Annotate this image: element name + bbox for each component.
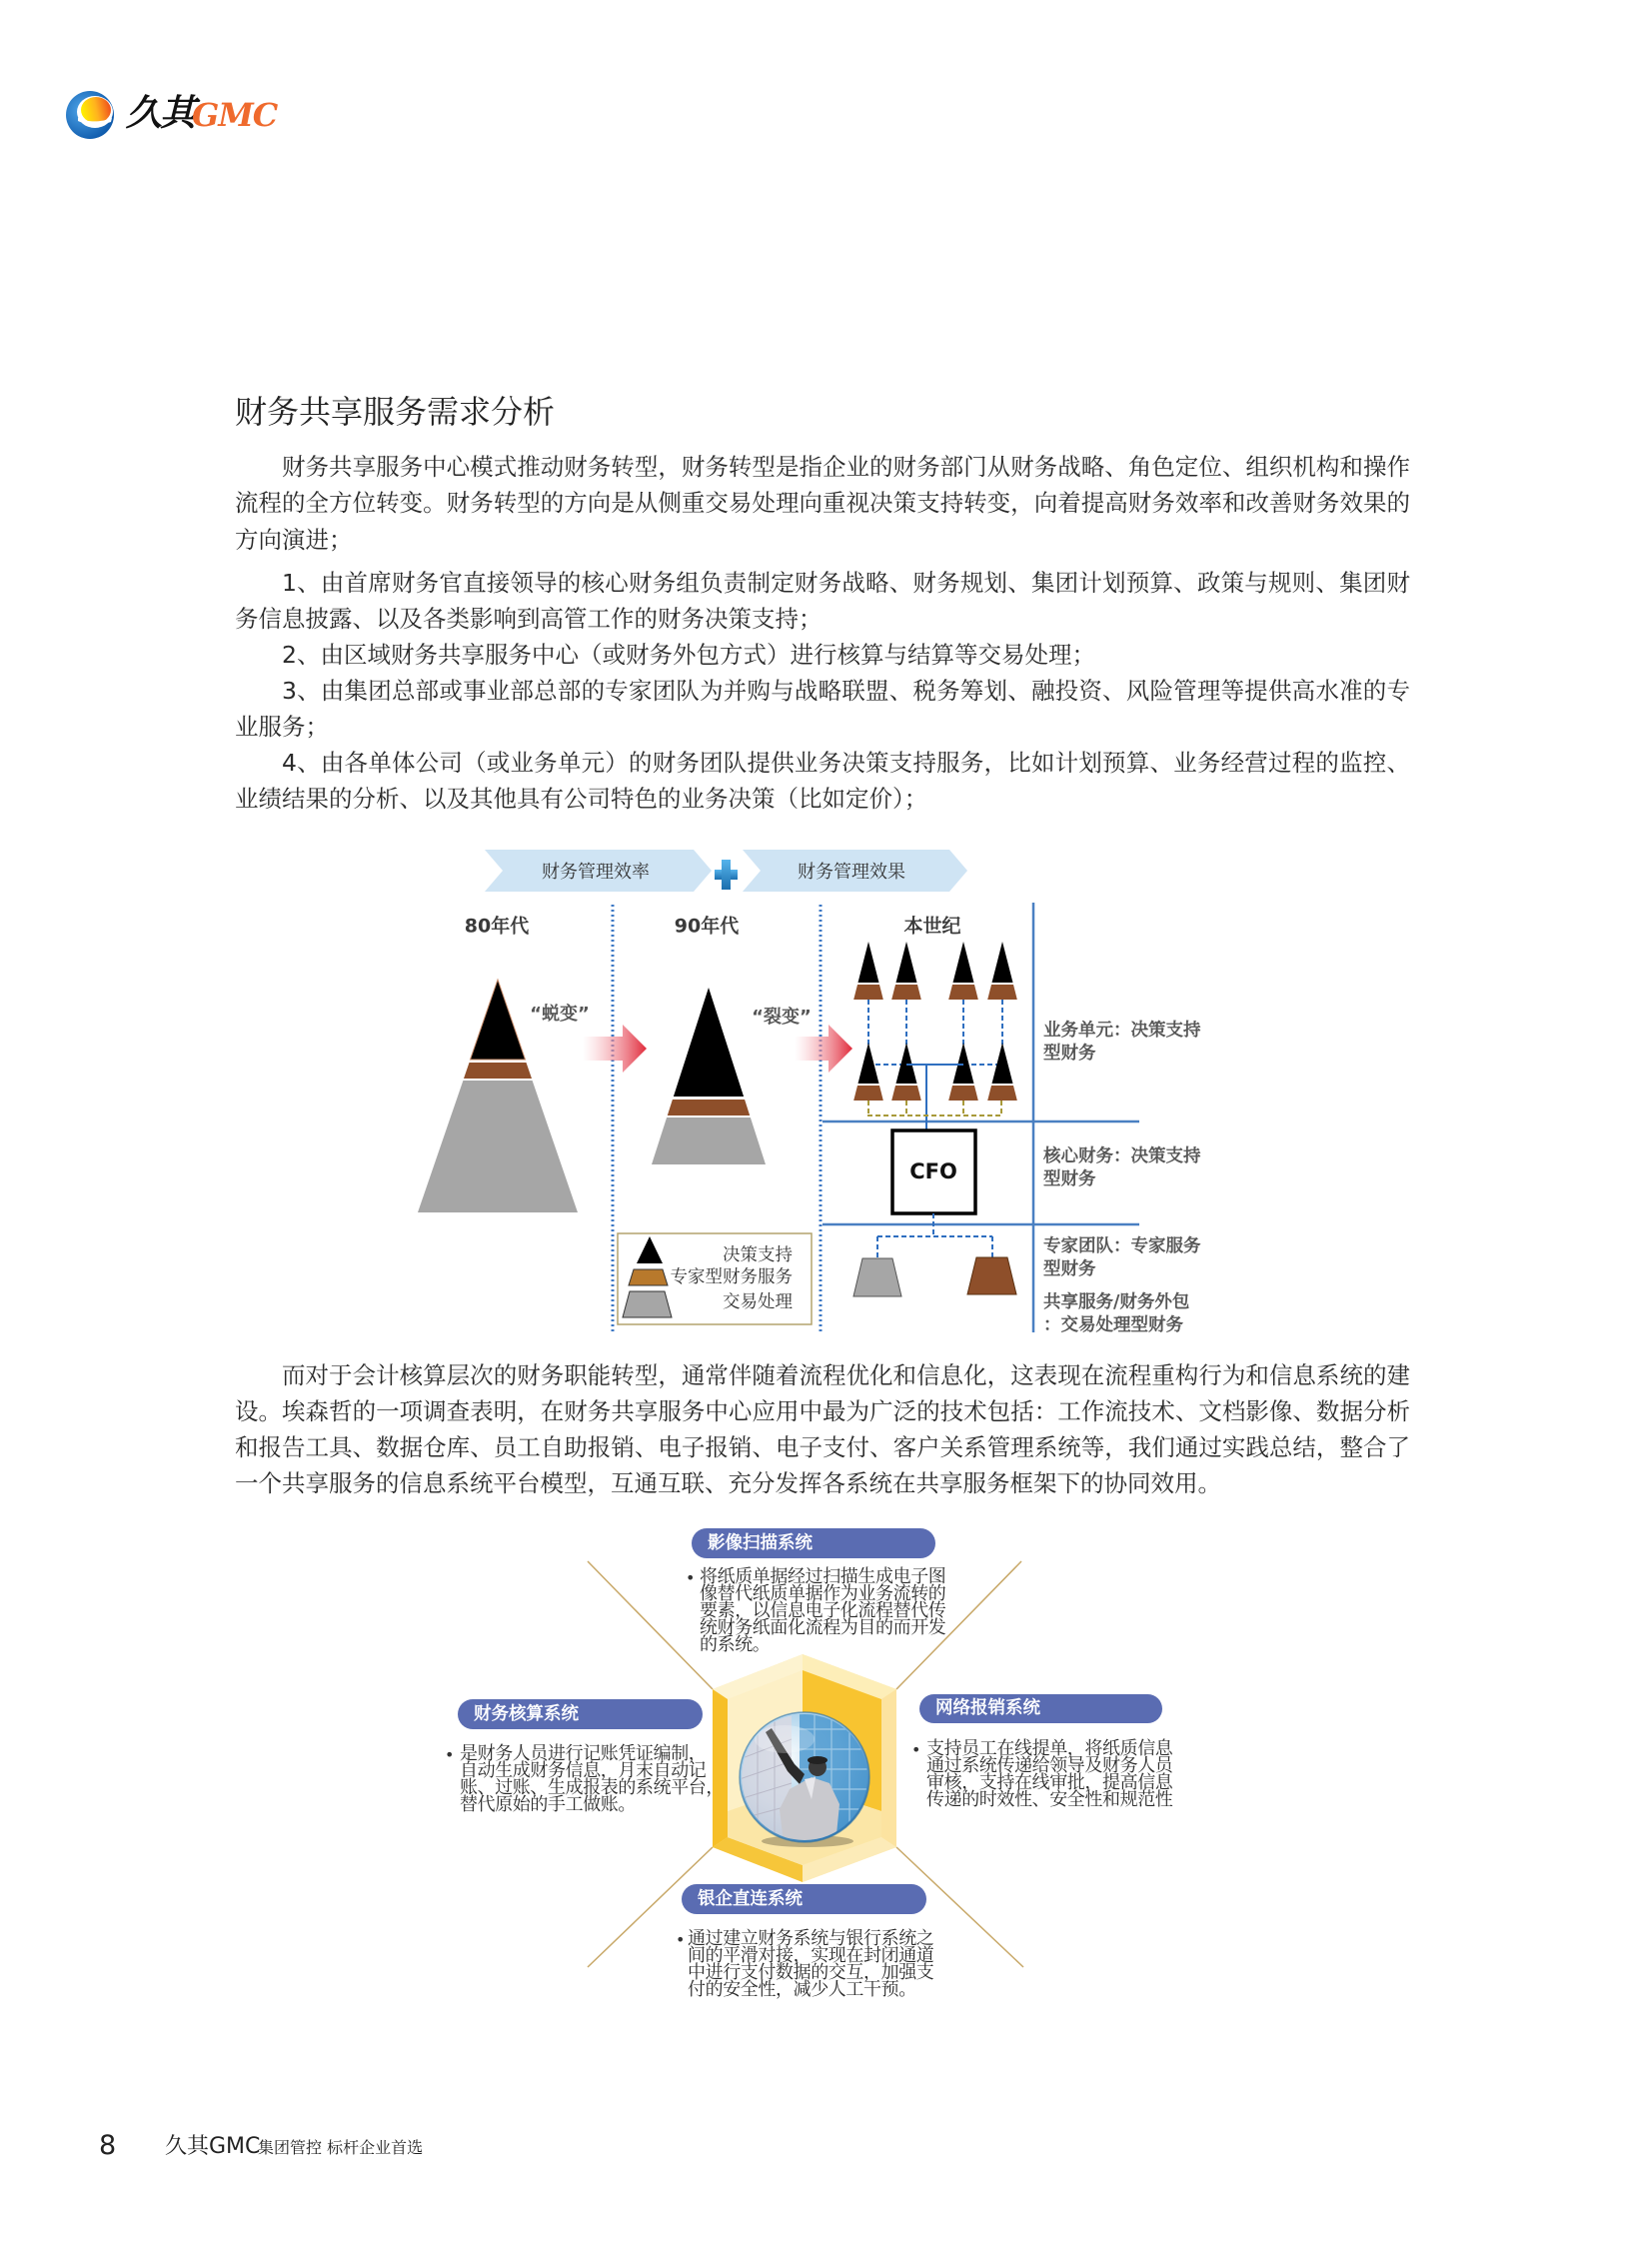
bullet-icon: •	[686, 1568, 696, 1587]
logo-brand-en: GMC	[192, 96, 278, 134]
zone-label-line: 型财务	[1043, 1169, 1096, 1189]
outro-line: 而对于会计核算层次的财务职能转型，通常伴随着流程优化和信息化，这表现在流程重构行为和信息系统的建	[282, 1361, 1410, 1389]
cfo-label: CFO	[909, 1159, 957, 1183]
description-line: 的系统。	[700, 1634, 771, 1655]
pill-bank-direct-system: 银企直连系统	[682, 1884, 926, 1914]
footer-brand: 久其GMC	[165, 2134, 261, 2159]
description-line: 统财务纸面化流程为目的而开发	[700, 1617, 946, 1638]
zone-label-line: 核心财务：决策支持	[1043, 1146, 1201, 1166]
legend-label-transaction: 交易处理	[723, 1292, 793, 1312]
zone-label-line: ：交易处理型财务	[1043, 1315, 1183, 1335]
description-line: 中进行支付数据的交互，加强支	[688, 1962, 934, 1983]
description-line: 像替代纸质单据作为业务流转的	[700, 1583, 946, 1604]
description-line: 将纸质单据经过扫描生成电子图	[700, 1566, 946, 1587]
pill-accounting-system: 财务核算系统	[458, 1699, 703, 1729]
zone-label-line: 专家团队：专家服务	[1043, 1236, 1201, 1256]
description-line: 是财务人员进行记账凭证编制，	[460, 1743, 707, 1764]
era-label-1980s: 80年代	[464, 915, 530, 938]
list-item-1-line: 务信息披露、以及各类影响到高管工作的财务决策支持；	[235, 605, 823, 633]
outro-line: 设。埃森哲的一项调查表明，在财务共享服务中心应用中最为广泛的技术包括：工作流技术、文档影像、数据分析	[235, 1397, 1410, 1425]
intro-line: 财务共享服务中心模式推动财务转型，财务转型是指企业的财务部门从财务战略、角色定位、组织机构和操作	[282, 453, 1410, 481]
list-item-4-line: 4、由各单体公司（或业务单元）的财务团队提供业务决策支持服务，比如计划预算、业务经营过程的监控、	[282, 749, 1410, 777]
logo-brand-cn: 久其	[126, 92, 195, 134]
list-item-3-line: 3、由集团总部或事业部总部的专家团队为并购与战略联盟、税务筹划、融投资、风险管理等提供高水准的专	[282, 677, 1410, 705]
description-line: 审核，支持在线审批，提高信息	[926, 1772, 1173, 1793]
intro-line: 方向演进；	[235, 526, 353, 554]
outro-line: 一个共享服务的信息系统平台模型，互通互联、充分发挥各系统在共享服务框架下的协同效用。	[235, 1469, 1221, 1497]
banner-effect-label: 财务管理效果	[798, 862, 905, 883]
description-line: 替代原始的手工做账。	[460, 1794, 636, 1815]
outro-line: 和报告工具、数据仓库、员工自助报销、电子报销、电子支付、客户关系管理系统等，我们通过实践总结，整合了	[235, 1433, 1410, 1461]
list-item-1-line: 1、由首席财务官直接领导的核心财务组负责制定财务战略、财务规划、集团计划预算、政策与规则、集团财	[282, 569, 1410, 597]
page-number: 8	[99, 2130, 117, 2161]
intro-line: 流程的全方位转变。财务转型的方向是从侧重交易处理向重视决策支持转变，向着提高财务效率和改善财务效果的	[235, 489, 1410, 517]
description-line: 通过系统传递给领导及财务人员	[926, 1755, 1173, 1776]
footer-tagline: 集团管控 标杆企业首选	[258, 2138, 424, 2157]
era-label-1990s: 90年代	[674, 915, 740, 938]
bullet-icon: •	[445, 1745, 455, 1764]
transition-label-metamorphosis: “蜕变”	[530, 1004, 590, 1025]
bullet-icon: •	[911, 1740, 921, 1759]
description-line: 支持员工在线提单，将纸质信息	[926, 1738, 1173, 1759]
description-line: 付的安全性，减少人工干预。	[688, 1979, 916, 2000]
legend-label-decision: 决策支持	[723, 1245, 793, 1265]
era-label-this-century: 本世纪	[903, 915, 961, 938]
zone-label-line: 型财务	[1043, 1259, 1096, 1279]
zone-label-line: 型财务	[1043, 1044, 1096, 1064]
bullet-icon: •	[676, 1930, 686, 1949]
description-line: 账、过账、生成报表的系统平台，	[460, 1777, 724, 1798]
transition-label-fission: “裂变”	[752, 1007, 812, 1028]
description-line: 通过建立财务系统与银行系统之	[688, 1928, 934, 1949]
bank-direct-system-description	[688, 1930, 933, 1998]
imaging-system-description	[700, 1568, 945, 1653]
list-item-4-line: 业绩结果的分析、以及其他具有公司特色的业务决策（比如定价）；	[235, 785, 928, 813]
legend-label-expert: 专家型财务服务	[670, 1267, 793, 1287]
description-line: 间的平滑对接，实现在封闭通道	[688, 1945, 934, 1966]
zone-label-line: 业务单元：决策支持	[1043, 1021, 1201, 1041]
list-item-2-line: 2、由区域财务共享服务中心（或财务外包方式）进行核算与结算等交易处理；	[282, 641, 1095, 669]
expense-system-description	[926, 1740, 1172, 1808]
list-item-3-line: 业服务；	[235, 713, 329, 741]
description-line: 要素，以信息电子化流程替代传	[700, 1600, 946, 1621]
section-title: 财务共享服务需求分析	[235, 393, 556, 431]
banner-efficiency-label: 财务管理效率	[542, 862, 650, 883]
description-line: 传递的时效性、安全性和规范性	[926, 1789, 1173, 1810]
description-line: 自动生成财务信息，月末自动记	[460, 1760, 707, 1781]
zone-label-line: 共享服务/财务外包	[1043, 1292, 1190, 1312]
pill-expense-system: 网络报销系统	[919, 1694, 1162, 1723]
accounting-system-description	[460, 1745, 724, 1813]
pill-imaging-system: 影像扫描系统	[692, 1528, 935, 1558]
